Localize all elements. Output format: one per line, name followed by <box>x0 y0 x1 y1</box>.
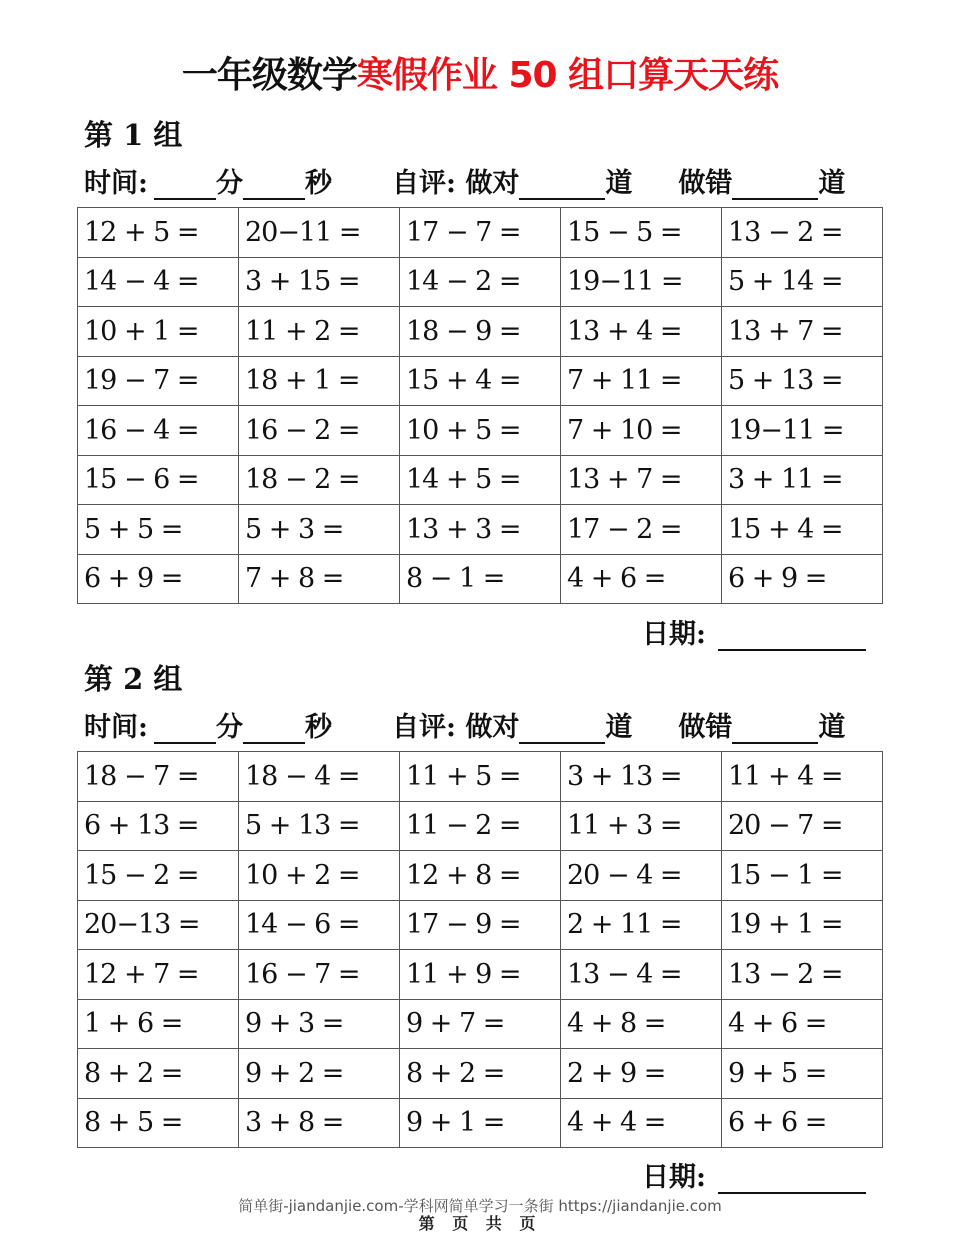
problem-cell: 12 + 8 = <box>400 851 561 901</box>
problem-cell: 9 + 7 = <box>400 999 561 1049</box>
problem-cell: 7 + 8 = <box>239 554 400 604</box>
problem-cell: 19 + 1 = <box>722 900 883 950</box>
self-eval-correct-label: 自评: 做对 <box>391 712 520 743</box>
seconds-blank[interactable] <box>243 168 305 200</box>
problem-cell: 3 + 11 = <box>722 455 883 505</box>
group-1-title: 第 1 组 <box>84 118 183 152</box>
table-row <box>78 752 883 802</box>
table-row <box>78 554 883 604</box>
minutes-blank[interactable] <box>154 168 216 200</box>
problem-cell: 14 − 2 = <box>400 257 561 307</box>
problem-cell: 4 + 6 = <box>722 999 883 1049</box>
table-row <box>78 1098 883 1148</box>
second-label: 秒 <box>304 712 332 743</box>
problem-cell: 5 + 13 = <box>722 356 883 406</box>
problem-cell: 15 + 4 = <box>722 505 883 555</box>
problem-cell: 18 − 4 = <box>239 752 400 802</box>
problem-cell: 6 + 9 = <box>78 554 239 604</box>
problem-cell: 6 + 9 = <box>722 554 883 604</box>
problem-cell: 5 + 3 = <box>239 505 400 555</box>
problem-cell: 16 − 7 = <box>239 950 400 1000</box>
problem-cell: 5 + 5 = <box>78 505 239 555</box>
problem-cell: 14 + 5 = <box>400 455 561 505</box>
problem-cell: 13 − 4 = <box>561 950 722 1000</box>
problem-cell: 14 − 4 = <box>78 257 239 307</box>
wrong-count-blank[interactable] <box>732 712 818 744</box>
problem-cell: 10 + 5 = <box>400 406 561 456</box>
group-2-meta-row <box>84 704 880 744</box>
problem-cell: 12 + 5 = <box>78 208 239 258</box>
table-row <box>78 900 883 950</box>
group-1-date-row <box>642 612 866 651</box>
problem-cell: 18 + 1 = <box>239 356 400 406</box>
problem-cell: 5 + 14 = <box>722 257 883 307</box>
problem-cell: 14 − 6 = <box>239 900 400 950</box>
table-row <box>78 406 883 456</box>
problem-cell: 6 + 6 = <box>722 1098 883 1148</box>
problem-cell: 13 + 4 = <box>561 307 722 357</box>
problem-cell: 19 − 7 = <box>78 356 239 406</box>
dao-label-2: 道 <box>818 712 846 743</box>
table-row <box>78 505 883 555</box>
problem-cell: 18 − 7 = <box>78 752 239 802</box>
problem-cell: 4 + 4 = <box>561 1098 722 1148</box>
problem-cell: 8 − 1 = <box>400 554 561 604</box>
problem-cell: 13 + 7 = <box>561 455 722 505</box>
time-label: 时间: <box>84 168 148 199</box>
title-black-part: 一年级数学 <box>181 55 357 96</box>
problem-cell: 15 − 6 = <box>78 455 239 505</box>
table-row <box>78 307 883 357</box>
problem-cell: 4 + 8 = <box>561 999 722 1049</box>
problem-cell: 9 + 3 = <box>239 999 400 1049</box>
correct-count-blank[interactable] <box>519 168 605 200</box>
problem-cell: 12 + 7 = <box>78 950 239 1000</box>
problem-cell: 9 + 5 = <box>722 1049 883 1099</box>
problem-cell: 3 + 15 = <box>239 257 400 307</box>
group-1-meta-row <box>84 160 880 200</box>
problem-cell: 13 − 2 = <box>722 950 883 1000</box>
problem-cell: 5 + 13 = <box>239 801 400 851</box>
problem-cell: 10 + 2 = <box>239 851 400 901</box>
group-1-problem-table <box>77 207 883 604</box>
footer-page-number: 第 页 共 页 <box>418 1214 542 1233</box>
footer-watermark: 简单街-jiandanjie.com-学科网简单学习一条街 https://jiandanjie.com <box>238 1197 722 1215</box>
date-label: 日期: <box>642 1162 706 1193</box>
problem-cell: 16 − 2 = <box>239 406 400 456</box>
problem-cell: 10 + 1 = <box>78 307 239 357</box>
table-row <box>78 208 883 258</box>
problem-cell: 11 + 4 = <box>722 752 883 802</box>
date-label: 日期: <box>642 619 706 650</box>
problem-cell: 4 + 6 = <box>561 554 722 604</box>
problem-cell: 15 − 2 = <box>78 851 239 901</box>
table-row <box>78 356 883 406</box>
problem-cell: 13 + 7 = <box>722 307 883 357</box>
problem-cell: 19−11 = <box>561 257 722 307</box>
time-label: 时间: <box>84 712 148 743</box>
problem-cell: 7 + 11 = <box>561 356 722 406</box>
second-label: 秒 <box>304 168 332 199</box>
date-blank[interactable] <box>718 1162 866 1194</box>
problem-cell: 16 − 4 = <box>78 406 239 456</box>
problem-cell: 3 + 13 = <box>561 752 722 802</box>
wrong-label: 做错 <box>678 712 733 743</box>
date-blank[interactable] <box>718 619 866 651</box>
problem-cell: 17 − 7 = <box>400 208 561 258</box>
problem-cell: 11 + 2 = <box>239 307 400 357</box>
seconds-blank[interactable] <box>243 712 305 744</box>
problem-cell: 15 − 1 = <box>722 851 883 901</box>
problem-cell: 18 − 9 = <box>400 307 561 357</box>
problem-cell: 20−11 = <box>239 208 400 258</box>
dao-label: 道 <box>605 712 633 743</box>
problem-cell: 15 − 5 = <box>561 208 722 258</box>
problem-cell: 1 + 6 = <box>78 999 239 1049</box>
problem-cell: 19−11 = <box>722 406 883 456</box>
problem-cell: 6 + 13 = <box>78 801 239 851</box>
problem-cell: 13 − 2 = <box>722 208 883 258</box>
problem-cell: 20 − 4 = <box>561 851 722 901</box>
problem-cell: 11 + 5 = <box>400 752 561 802</box>
problem-cell: 13 + 3 = <box>400 505 561 555</box>
problem-cell: 17 − 2 = <box>561 505 722 555</box>
wrong-label: 做错 <box>678 168 733 199</box>
group-2-date-row <box>642 1155 866 1194</box>
table-row <box>78 455 883 505</box>
problem-cell: 8 + 2 = <box>400 1049 561 1099</box>
group-2-problem-table <box>77 751 883 1148</box>
problem-cell: 9 + 2 = <box>239 1049 400 1099</box>
correct-count-blank[interactable] <box>519 712 605 744</box>
table-row <box>78 801 883 851</box>
dao-label: 道 <box>605 168 633 199</box>
table-row <box>78 950 883 1000</box>
minutes-blank[interactable] <box>154 712 216 744</box>
problem-cell: 3 + 8 = <box>239 1098 400 1148</box>
group-2-title: 第 2 组 <box>84 662 183 696</box>
title-red-part: 寒假作业 50 组口算天天练 <box>356 55 779 96</box>
table-row <box>78 999 883 1049</box>
problem-cell: 7 + 10 = <box>561 406 722 456</box>
dao-label-2: 道 <box>818 168 846 199</box>
self-eval-correct-label: 自评: 做对 <box>391 168 520 199</box>
minute-label: 分 <box>215 712 243 743</box>
problem-cell: 11 + 3 = <box>561 801 722 851</box>
problem-cell: 18 − 2 = <box>239 455 400 505</box>
problem-cell: 17 − 9 = <box>400 900 561 950</box>
table-row <box>78 257 883 307</box>
problem-cell: 15 + 4 = <box>400 356 561 406</box>
problem-cell: 8 + 2 = <box>78 1049 239 1099</box>
problem-cell: 11 − 2 = <box>400 801 561 851</box>
problem-cell: 20 − 7 = <box>722 801 883 851</box>
problem-cell: 8 + 5 = <box>78 1098 239 1148</box>
problem-cell: 9 + 1 = <box>400 1098 561 1148</box>
problem-cell: 20−13 = <box>78 900 239 950</box>
minute-label: 分 <box>215 168 243 199</box>
wrong-count-blank[interactable] <box>732 168 818 200</box>
problem-cell: 2 + 11 = <box>561 900 722 950</box>
table-row <box>78 851 883 901</box>
problem-cell: 2 + 9 = <box>561 1049 722 1099</box>
problem-cell: 11 + 9 = <box>400 950 561 1000</box>
table-row <box>78 1049 883 1099</box>
page-title <box>0 52 960 100</box>
